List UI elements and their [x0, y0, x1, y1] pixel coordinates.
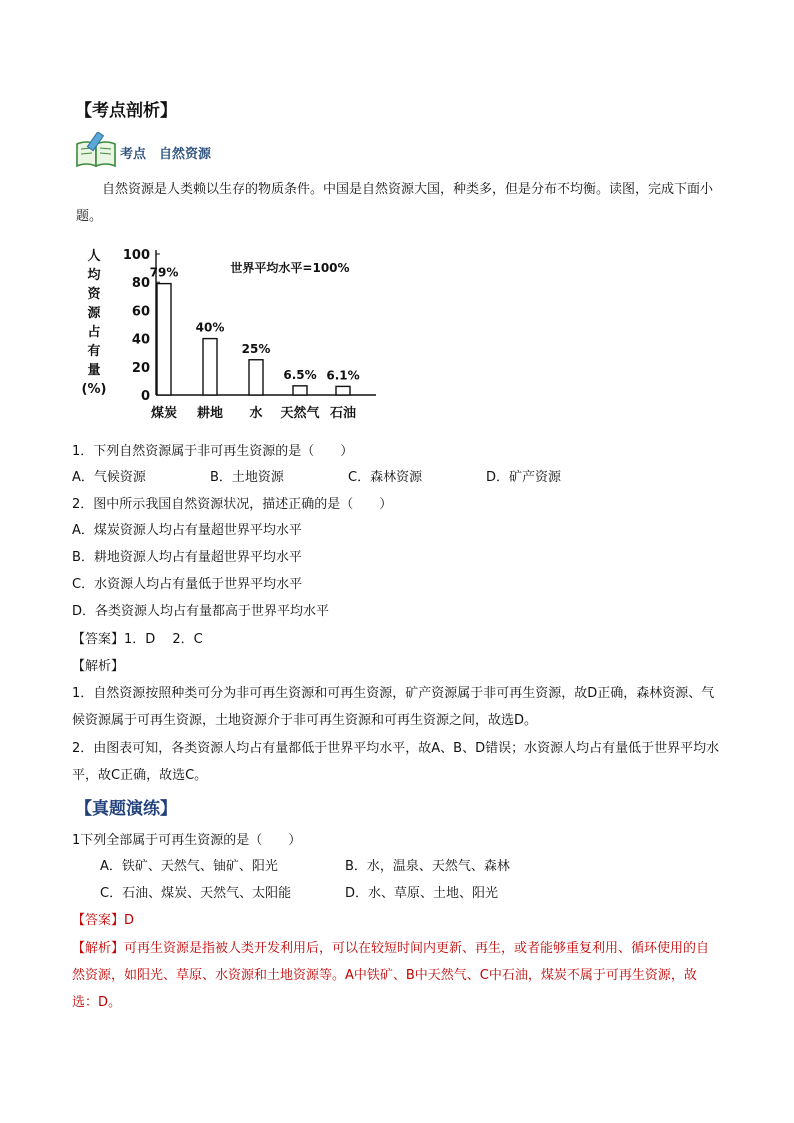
bar-data-label: 6.5%: [283, 367, 317, 382]
kaodian-label: 考点 自然资源: [120, 147, 212, 162]
q3-options-row1: [100, 853, 660, 880]
q3-option-c[interactable]: C．石油、煤炭、天然气、太阳能: [100, 886, 292, 901]
q3-answer-label: 【答案】: [72, 913, 125, 928]
y-axis-label-char: (%): [81, 382, 107, 397]
q1-option-d[interactable]: D．矿产资源: [486, 470, 562, 485]
kaodian-header: [74, 132, 120, 170]
x-category-label: 耕地: [196, 406, 224, 421]
y-axis-label-char: 量: [87, 363, 101, 378]
q3-options-row2: [100, 880, 660, 907]
q2-option-d[interactable]: D．各类资源人均占有量都高于世界平均水平: [72, 604, 330, 619]
bar-5: [336, 386, 350, 395]
x-category-label: 水: [249, 406, 263, 421]
y-tick-label: 80: [131, 276, 150, 292]
q1-stem: 1．下列自然资源属于非可再生资源的是（ ）: [72, 444, 354, 459]
intro-paragraph: [76, 176, 716, 230]
bar-2: [203, 339, 217, 395]
y-axis-label-char: 均: [87, 268, 101, 283]
answer-line: 【答案】1．D 2．C: [72, 632, 203, 647]
y-axis-label-char: 人: [87, 249, 101, 264]
y-tick-label: 40: [131, 332, 150, 348]
y-axis-label-char: 源: [87, 306, 101, 321]
q2-option-b[interactable]: B．耕地资源人均占有量超世界平均水平: [72, 550, 302, 565]
analysis-1: 1．自然资源按照种类可分为非可再生资源和可再生资源，矿产资源属于非可再生资源，故D正确，森林资源、气候资源属于可再生资源，土地资源介于非可再生资源和可再生资源之间，故选D。: [72, 686, 715, 728]
q3-answer-value: D: [124, 913, 135, 928]
y-tick-label: 20: [131, 360, 150, 376]
bar-4: [293, 386, 307, 395]
q1-option-a[interactable]: A．气候资源: [72, 470, 146, 485]
section2-title: 【真题演练】: [75, 799, 177, 819]
bar-data-label: 6.1%: [326, 368, 360, 383]
q3-option-d[interactable]: D．水、草原、土地、阳光: [345, 886, 499, 901]
y-axis-label-char: 资: [87, 287, 101, 302]
bar-data-label: 40%: [195, 320, 225, 335]
q3-option-a[interactable]: A．铁矿、天然气、铀矿、阳光: [100, 859, 278, 874]
q3-analysis-label: 【解析】: [72, 941, 125, 956]
q2-option-c[interactable]: C．水资源人均占有量低于世界平均水平: [72, 577, 303, 592]
section-title: 【考点剖析】: [75, 101, 177, 121]
y-tick-label: 0: [140, 389, 150, 404]
x-category-label: 天然气: [280, 406, 320, 421]
q3-analysis: [72, 935, 722, 1016]
q3-answer: [72, 907, 134, 934]
y-axis-label-char: 占: [87, 325, 101, 340]
q2-option-a[interactable]: A．煤炭资源人均占有量超世界平均水平: [72, 523, 302, 538]
q1-option-c[interactable]: C．森林资源: [348, 470, 423, 485]
bar-data-label: 79%: [149, 265, 179, 280]
q3-analysis-text: 可再生资源是指被人类开发利用后，可以在较短时间内更新、再生，或者能够重复利用、循环使用的自然资源，如阳光、草原、水资源和土地资源等。A中铁矿、B中天然气、C中石油，煤炭不属于可再生资源，故选：D。: [72, 941, 710, 1010]
y-tick-label: 100: [122, 248, 150, 263]
bar-3: [249, 360, 263, 395]
q3-option-b[interactable]: B．水，温泉、天然气、森林: [345, 859, 510, 874]
resource-bar-chart: [80, 242, 380, 424]
q3-stem: 1下列全部属于可再生资源的是（ ）: [72, 833, 302, 848]
analysis-label: 【解析】: [72, 659, 125, 674]
chart-annotation: 世界平均水平=100%: [230, 261, 350, 275]
bar-1: [157, 284, 171, 395]
x-category-label: 石油: [329, 406, 357, 421]
q1-options: [72, 464, 732, 491]
book-pencil-icon: [74, 132, 120, 170]
q2-stem: 2．图中所示我国自然资源状况，描述正确的是（ ）: [72, 497, 393, 512]
x-category-label: 煤炭: [150, 406, 178, 421]
q1-option-b[interactable]: B．土地资源: [210, 470, 284, 485]
analysis-2: 2．由图表可知，各类资源人均占有量都低于世界平均水平，故A、B、D错误；水资源人均占有量低于世界平均水平，故C正确，故选C。: [72, 741, 720, 783]
intro-text: 自然资源是人类赖以生存的物质条件。中国是自然资源大国，种类多，但是分布不均衡。读图，完成下面小题。: [76, 182, 714, 224]
y-axis-label-char: 有: [87, 344, 101, 359]
bar-data-label: 25%: [241, 341, 271, 356]
y-tick-label: 60: [131, 304, 150, 320]
